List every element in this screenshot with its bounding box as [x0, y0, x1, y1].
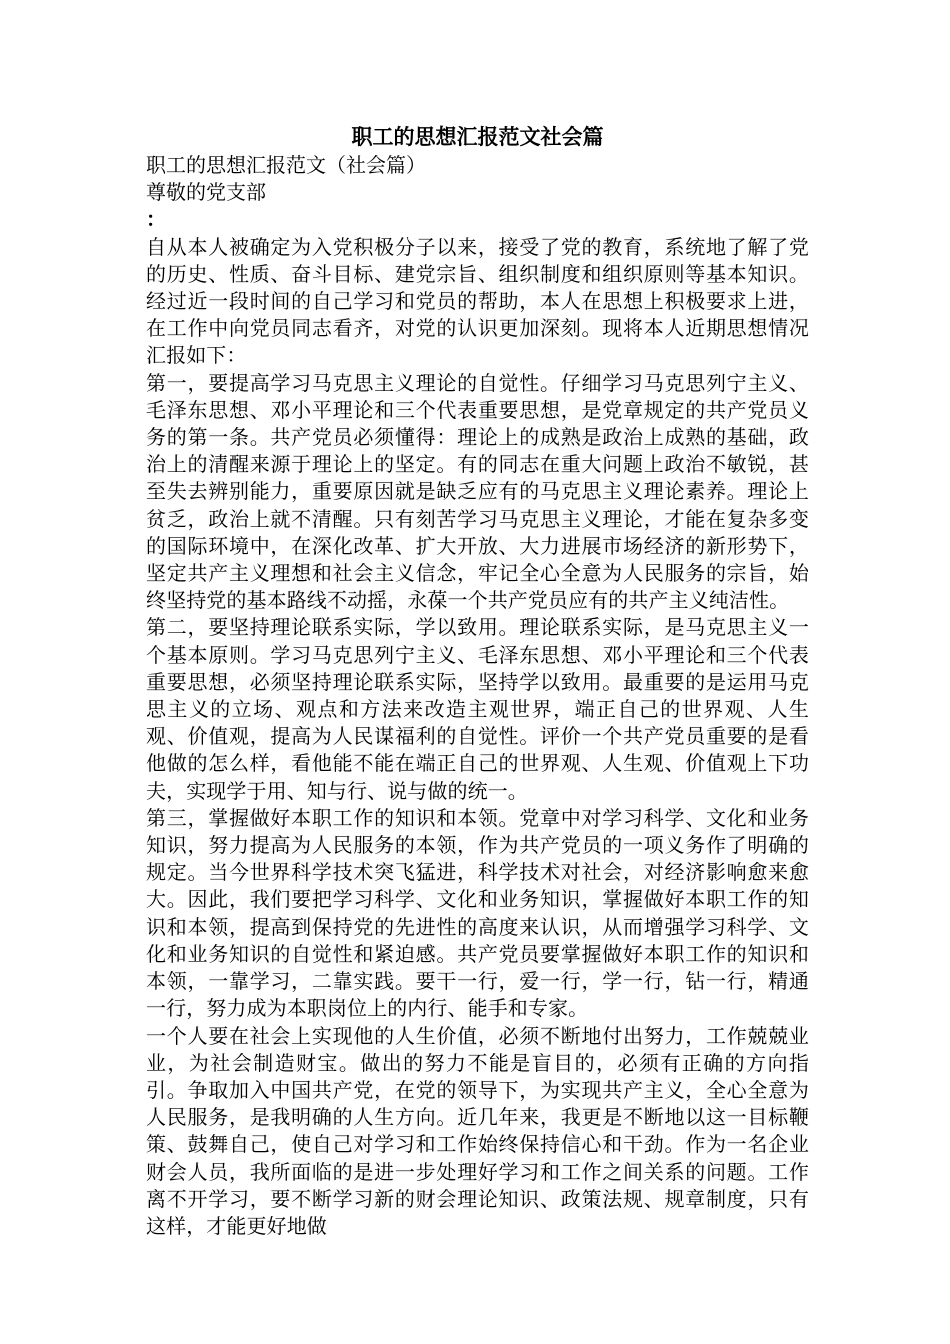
paragraph-third-point: 第三，掌握做好本职工作的知识和本领。党章中对学习科学、文化和业务知识，努力提高为人民服务的本领，作为共产党员的一项义务作了明确的规定。当今世界科学技术突飞猛进，科学技术对社会，对经济影响愈来愈大。因此，我们要把学习科学、文化和业务知识，掌握做好本职工作的知识和本领，提高到保持党的先进性的高度来认识，从而增强学习科学、文化和业务知识的自觉性和紧迫感。共产党员要掌握做好本职工作的知识和本领，一靠学习，二靠实践。要干一行，爱一行，学一行，钻一行，精通一行，努力成为本职岗位上的内行、能手和专家。 [146, 805, 809, 1021]
paragraph-second-point: 第二，要坚持理论联系实际，学以致用。理论联系实际，是马克思主义一个基本原则。学习马克思列宁主义、毛泽东思想、邓小平理论和三个代表重要思想，必须坚持理论联系实际，坚持学以致用。最重要的是运用马克思主义的立场、观点和方法来改造主观世界，端正自己的世界观、人生观、价值观，提高为人民谋福利的自觉性。评价一个共产党员重要的是看他做的怎么样，看他能不能在端正自己的世界观、人生观、价值观上下功夫，实现学于用、知与行、说与做的统一。 [146, 615, 809, 803]
document-title: 职工的思想汇报范文社会篇 [351, 124, 604, 149]
paragraph-life-value: 一个人要在社会上实现他的人生价值，必须不断地付出努力，工作兢兢业业，为社会制造财宝。做出的努力不能是盲目的，必须有正确的方向指引。争取加入中国共产党，在党的领导下，为实现共产主义，全心全意为人民服务，是我明确的人生方向。近几年来，我更是不断地以这一目标鞭策、鼓舞自己，使自己对学习和工作始终保持信心和干劲。作为一名企业财会人员，我所面临的是进一步处理好学习和工作之间关系的问题。工作离不开学习，要不断学习新的财会理论知识、政策法规、规章制度，只有这样，才能更好地做 [146, 1023, 809, 1238]
salutation: 尊敬的党支部 [146, 180, 266, 205]
document-body [146, 122, 809, 1240]
paragraph-first-point: 第一，要提高学习马克思主义理论的自觉性。仔细学习马克思列宁主义、毛泽东思想、邓小平理论和三个代表重要思想，是党章规定的共产党员义务的第一条。共产党员必须懂得：理论上的成熟是政治上成熟的基础，政治上的清醒来源于理论上的坚定。有的同志在重大问题上政治不敏锐，甚至失去辨别能力，重要原因就是缺乏应有的马克思主义理论素养。理论上贫乏，政治上就不清醒。只有刻苦学习马克思主义理论，才能在复杂多变的国际环境中，在深化改革、扩大开放、大力进展市场经济的新形势下，坚定共产主义理想和社会主义信念，牢记全心全意为人民服务的宗旨，始终坚持党的基本路线不动摇，永葆一个共产党员应有的共产主义纯洁性。 [146, 370, 809, 613]
paragraph-intro: 自从本人被确定为入党积极分子以来，接受了党的教育，系统地了解了党的历史、性质、奋斗目标、建党宗旨、组织制度和组织原则等基本知识。经过近一段时间的自己学习和党员的帮助，本人在思想上积极要求上进，在工作中向党员同志看齐，对党的认识更加深刻。现将本人近期思想情况汇报如下： [146, 234, 809, 368]
salutation-colon: ： [146, 207, 166, 232]
document-subtitle: 职工的思想汇报范文（社会篇） [146, 153, 426, 177]
